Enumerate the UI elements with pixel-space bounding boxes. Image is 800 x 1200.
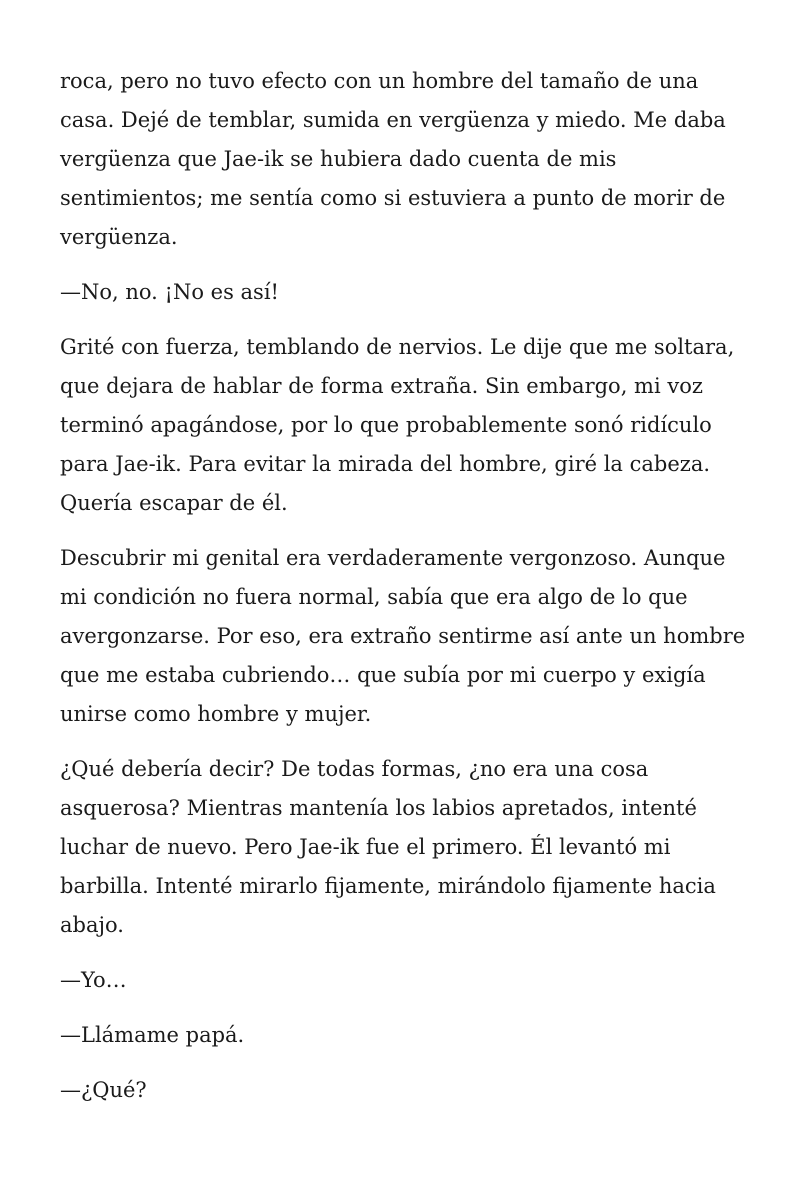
paragraph-4: Descubrir mi genital era verdaderamente vergonzoso. Aunque mi condición no fuera normal, sabía que era algo de lo que avergonzarse. Por eso, era extraño sentirme así ante un hombre que me estaba cubriendo… que subía por mi cuerpo y exigía unirse como hombre y mujer. xyxy=(60,546,746,726)
paragraph-7-dialogue: —Llámame papá. xyxy=(60,1023,245,1047)
paragraph-1: roca, pero no tuvo efecto con un hombre del tamaño de una casa. Dejé de temblar, sumida en vergüenza y miedo. Me daba vergüenza que Jae-ik se hubiera dado cuenta de mis sentimientos; me sentía como si estuviera a punto de morir de vergüenza. xyxy=(60,69,726,249)
paragraph-8-dialogue: —¿Qué? xyxy=(60,1078,147,1102)
paragraph-3: Grité con fuerza, temblando de nervios. Le dije que me soltara, que dejara de hablar de forma extraña. Sin embargo, mi voz terminó apagándose, por lo que probablemente sonó ridículo para Jae-ik. Para evitar la mirada del hombre, giré la cabeza. Quería escapar de él. xyxy=(60,335,735,515)
paragraph-6-dialogue: —Yo… xyxy=(60,968,127,992)
page-text-body xyxy=(60,62,750,1126)
paragraph-5: ¿Qué debería decir? De todas formas, ¿no era una cosa asquerosa? Mientras mantenía los labios apretados, intenté luchar de nuevo. Pero Jae-ik fue el primero. Él levantó mi barbilla. Intenté mirarlo fijamente, mirándolo fijamente hacia abajo. xyxy=(60,757,716,937)
paragraph-2-dialogue: —No, no. ¡No es así! xyxy=(60,280,279,304)
